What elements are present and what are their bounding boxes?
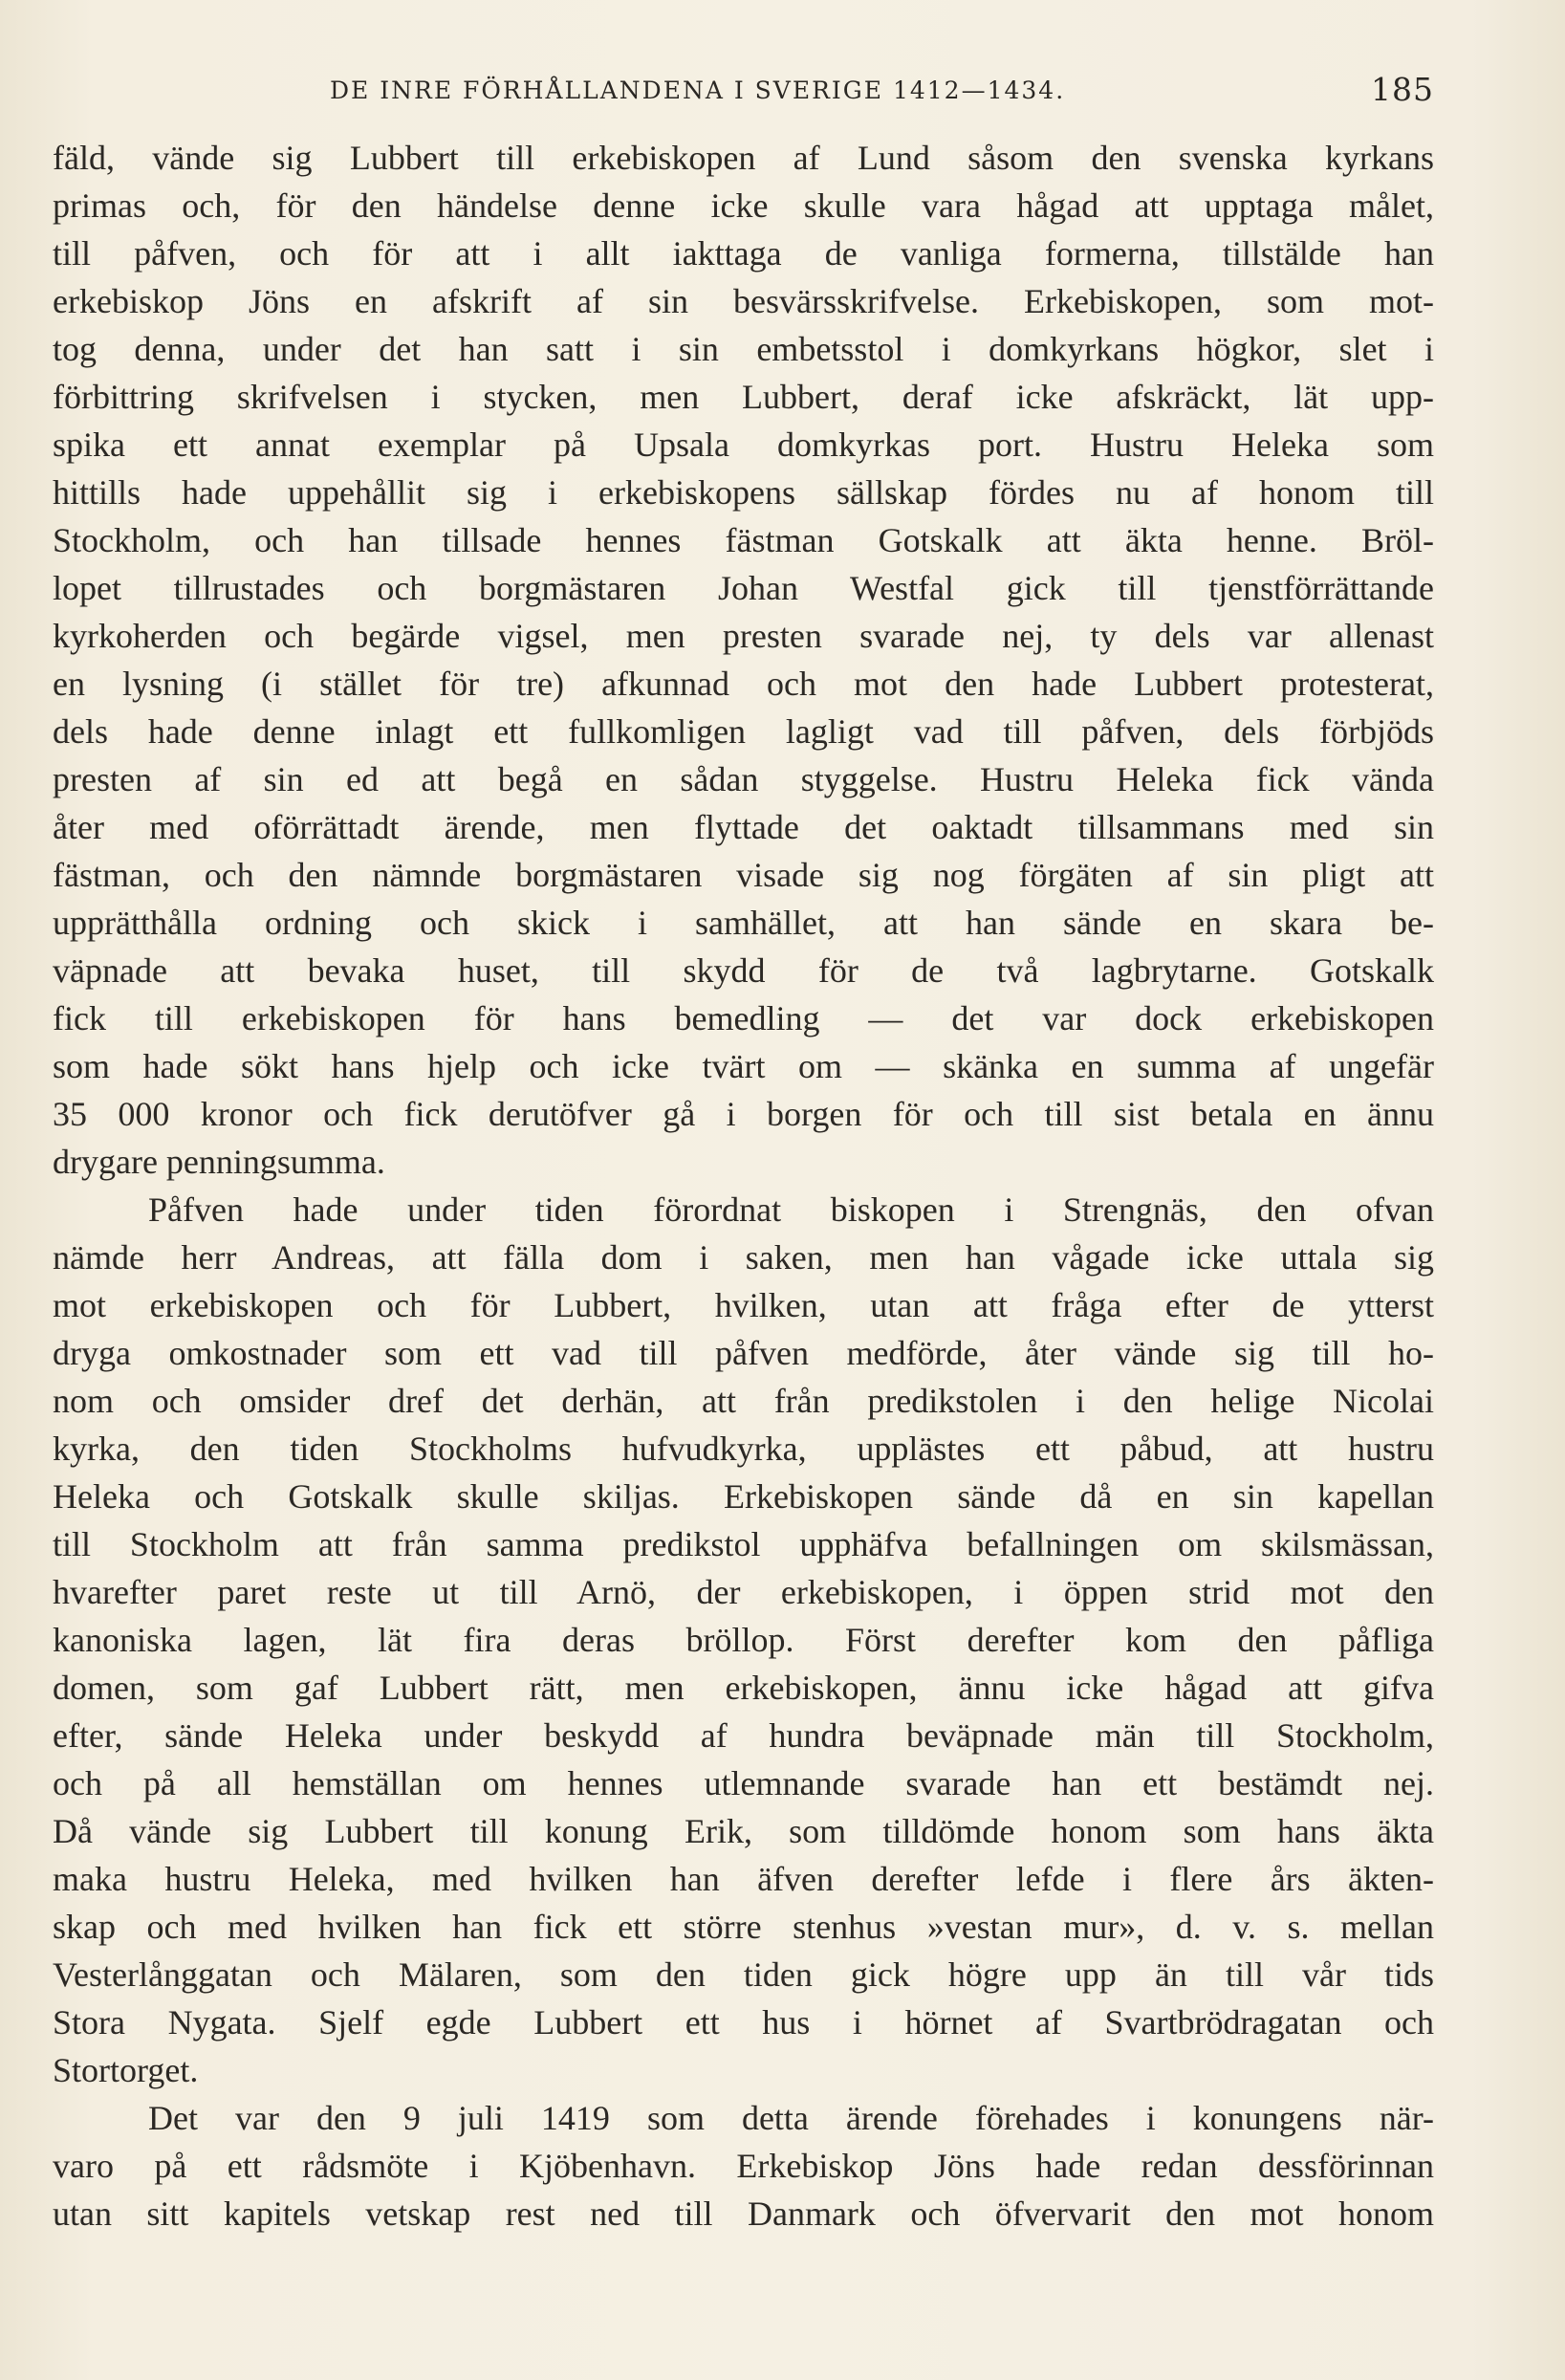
page-number: 185 — [1371, 71, 1434, 108]
text-line: fäld, vände sig Lubbert till erkebiskopen af Lund såsom den svenska kyrkans — [53, 139, 1434, 177]
paragraph-start-line: Påfven hade under tiden förordnat biskopen i Strengnäs, den ofvan — [148, 1190, 1434, 1229]
text-line: primas och, för den händelse denne icke skulle vara hågad att upptaga målet, — [53, 186, 1434, 225]
text-line: Då vände sig Lubbert till konung Erik, som tilldömde honom som hans äkta — [53, 1812, 1434, 1850]
text-line: 35 000 kronor och fick derutöfver gå i borgen för och till sist betala en ännu — [53, 1095, 1434, 1133]
text-line: till Stockholm att från samma predikstol upphäfva befallningen om skilsmässan, — [53, 1525, 1434, 1563]
text-line: spika ett annat exemplar på Upsala domkyrkas port. Hustru Heleka som — [53, 426, 1434, 464]
paragraph-end-line: drygare penningsumma. — [53, 1143, 385, 1181]
text-line: Heleka och Gotskalk skulle skiljas. Erkebiskopen sände då en sin kapellan — [53, 1477, 1434, 1516]
text-line: nämde herr Andreas, att fälla dom i saken, men han vågade icke uttala sig — [53, 1238, 1434, 1277]
text-line: domen, som gaf Lubbert rätt, men erkebiskopen, ännu icke hågad att gifva — [53, 1669, 1434, 1707]
text-line: tog denna, under det han satt i sin embetsstol i domkyrkans högkor, slet i — [53, 330, 1434, 368]
text-line: maka hustru Heleka, med hvilken han äfven derefter lefde i flere års äkten- — [53, 1860, 1434, 1898]
body-text — [53, 134, 1434, 2238]
text-line: efter, sände Heleka under beskydd af hundra beväpnade män till Stockholm, — [53, 1716, 1434, 1755]
text-line: hvarefter paret reste ut till Arnö, der erkebiskopen, i öppen strid mot den — [53, 1573, 1434, 1611]
text-line: som hade sökt hans hjelp och icke tvärt om — skänka en summa af ungefär — [53, 1047, 1434, 1085]
text-line: kanoniska lagen, lät fira deras bröllop. Först derefter kom den påfliga — [53, 1621, 1434, 1659]
running-title: DE INRE FÖRHÅLLANDENA I SVERIGE 1412—1434. — [330, 76, 1066, 104]
text-line: fästman, och den nämnde borgmästaren visade sig nog förgäten af sin pligt att — [53, 856, 1434, 894]
text-line: kyrka, den tiden Stockholms hufvudkyrka, upplästes ett påbud, att hustru — [53, 1430, 1434, 1468]
text-line: utan sitt kapitels vetskap rest ned till Danmark och öfvervarit den mot honom — [53, 2194, 1434, 2233]
paragraph-start-line: Det var den 9 juli 1419 som detta ärende förehades i konungens när- — [148, 2099, 1434, 2137]
text-line: upprätthålla ordning och skick i samhället, att han sände en skara be- — [53, 904, 1434, 942]
text-line: förbittring skrifvelsen i stycken, men Lubbert, deraf icke afskräckt, lät upp- — [53, 378, 1434, 416]
paragraph-end-line: Stortorget. — [53, 2051, 199, 2089]
text-line: hittills hade uppehållit sig i erkebiskopens sällskap fördes nu af honom till — [53, 473, 1434, 512]
text-line: fick till erkebiskopen för hans bemedling — det var dock erkebiskopen — [53, 999, 1434, 1037]
text-line: presten af sin ed att begå en sådan styggelse. Hustru Heleka fick vända — [53, 760, 1434, 798]
text-line: lopet tillrustades och borgmästaren Johan Westfal gick till tjenstförrättande — [53, 569, 1434, 607]
text-line: till påfven, och för att i allt iakttaga de vanliga formerna, tillstälde han — [53, 234, 1434, 273]
running-head — [53, 71, 1434, 113]
text-line: dels hade denne inlagt ett fullkomligen lagligt vad till påfven, dels förbjöds — [53, 712, 1434, 751]
text-line: Vesterlånggatan och Mälaren, som den tiden gick högre upp än till vår tids — [53, 1955, 1434, 1994]
text-line: Stora Nygata. Sjelf egde Lubbert ett hus i hörnet af Svartbrödragatan och — [53, 2003, 1434, 2042]
text-line: en lysning (i stället för tre) afkunnad och mot den hade Lubbert protesterat, — [53, 665, 1434, 703]
text-line: skap och med hvilken han fick ett större stenhus »vestan mur», d. v. s. mellan — [53, 1908, 1434, 1946]
text-line: och på all hemställan om hennes utlemnande svarade han ett bestämdt nej. — [53, 1764, 1434, 1802]
text-line: åter med oförrättadt ärende, men flyttade det oaktadt tillsammans med sin — [53, 808, 1434, 846]
text-line: mot erkebiskopen och för Lubbert, hvilken, utan att fråga efter de ytterst — [53, 1286, 1434, 1324]
text-line: Stockholm, och han tillsade hennes fästman Gotskalk att äkta henne. Bröl- — [53, 521, 1434, 559]
text-line: väpnade att bevaka huset, till skydd för de två lagbrytarne. Gotskalk — [53, 951, 1434, 990]
text-line: kyrkoherden och begärde vigsel, men presten svarade nej, ty dels var allenast — [53, 617, 1434, 655]
text-line: nom och omsider dref det derhän, att från predikstolen i den helige Nicolai — [53, 1382, 1434, 1420]
text-line: varo på ett rådsmöte i Kjöbenhavn. Erkebiskop Jöns hade redan dessförinnan — [53, 2147, 1434, 2185]
text-line: dryga omkostnader som ett vad till påfven medförde, åter vände sig till ho- — [53, 1334, 1434, 1372]
text-line: erkebiskop Jöns en afskrift af sin besvärsskrifvelse. Erkebiskopen, som mot- — [53, 282, 1434, 320]
